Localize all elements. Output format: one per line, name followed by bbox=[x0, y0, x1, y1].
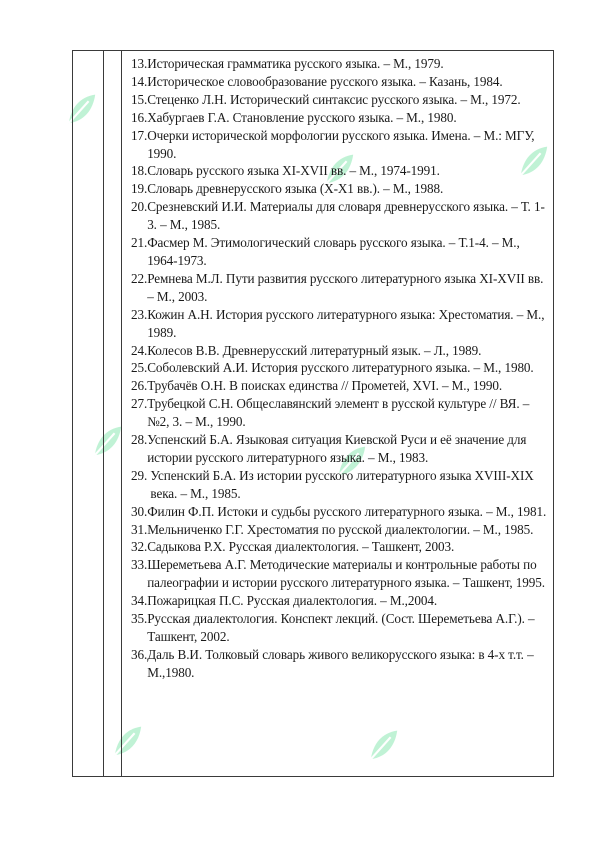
entry-text: Словарь древнерусского языка (X-X1 вв.). – М., 1988. bbox=[147, 181, 444, 197]
bibliography-entry bbox=[131, 538, 549, 556]
entry-text: Стеценко Л.Н. Исторический синтаксис русского языка. – М., 1972. bbox=[147, 91, 521, 107]
entry-number: 27. bbox=[131, 396, 148, 412]
entry-number: 32. bbox=[131, 539, 148, 555]
entry-text: Филин Ф.П. Истоки и судьбы русского литературного языка. – М., 1981. bbox=[147, 503, 547, 519]
column-divider bbox=[103, 51, 104, 776]
entry-text: Соболевский А.И. История русского литературного языка. – М., 1980. bbox=[147, 360, 534, 376]
entry-text: Успенский Б.А. Из истории русского литературного языка XVIII-XIX века. – М., 1985. bbox=[150, 467, 534, 501]
entry-number: 25. bbox=[131, 360, 148, 376]
entry-number: 34. bbox=[131, 593, 148, 609]
entry-text: Пожарицкая П.С. Русская диалектология. – М.,2004. bbox=[147, 593, 438, 609]
entry-text: Ремнева М.Л. Пути развития русского литературного языка XI-XVII вв. – М., 2003. bbox=[147, 270, 544, 304]
bibliography-entry bbox=[131, 162, 549, 180]
bibliography-entry bbox=[131, 270, 549, 306]
bibliography-entry bbox=[131, 592, 549, 610]
entry-text: Срезневский И.И. Материалы для словаря древнерусского языка. – Т. 1-3. – М., 1985. bbox=[147, 199, 545, 233]
bibliography-entry bbox=[131, 359, 549, 377]
entry-text: Успенский Б.А. Языковая ситуация Киевской Руси и её значение для истории русского литературного языка. – М., 1983. bbox=[147, 432, 527, 465]
entry-text: Историческая грамматика русского языка. – М., 1979. bbox=[147, 56, 444, 71]
entry-text: Мельниченко Г.Г. Хрестоматия по русской диалектологии. – М., 1985. bbox=[147, 521, 534, 537]
entry-number: 18. bbox=[131, 163, 148, 179]
bibliography-entry bbox=[131, 91, 549, 109]
entry-text: Трубачёв О.Н. В поисках единства // Прометей, XVI. – М., 1990. bbox=[147, 378, 503, 394]
bibliography-entry bbox=[131, 73, 549, 91]
bibliography-entry bbox=[131, 610, 549, 646]
entry-number: 36. bbox=[131, 646, 148, 662]
entry-text: Очерки исторической морфологии русского языка. Имена. – М.: МГУ, 1990. bbox=[147, 127, 535, 161]
bibliography-entry bbox=[131, 521, 549, 539]
bibliography-entry bbox=[131, 395, 549, 431]
bibliography-entry bbox=[131, 503, 549, 521]
entry-number: 28. bbox=[131, 432, 148, 448]
bibliography-entry bbox=[131, 377, 549, 395]
entry-number: 21. bbox=[131, 235, 148, 251]
column-divider bbox=[121, 51, 122, 776]
entry-number: 33. bbox=[131, 557, 148, 573]
entry-number: 35. bbox=[131, 611, 148, 627]
bibliography-entry bbox=[131, 198, 549, 234]
entry-text: Фасмер М. Этимологический словарь русского языка. – Т.1-4. – М., 1964-1973. bbox=[147, 235, 520, 268]
bibliography-entry bbox=[131, 431, 549, 467]
bibliography-entry bbox=[131, 646, 549, 682]
bibliography-entry bbox=[131, 467, 549, 503]
entry-text: Даль В.И. Толковый словарь живого великорусского языка: в 4-х т.т. – М.,1980. bbox=[147, 646, 534, 680]
entry-number: 20. bbox=[131, 199, 148, 215]
entry-number: 26. bbox=[131, 378, 148, 394]
bibliography-entry bbox=[131, 234, 549, 270]
entry-number: 15. bbox=[131, 91, 148, 107]
entry-number: 31. bbox=[131, 521, 148, 537]
entry-number: 13. bbox=[131, 56, 148, 71]
bibliography-list bbox=[131, 55, 549, 682]
bibliography-entry bbox=[131, 127, 549, 163]
entry-number: 17. bbox=[131, 127, 148, 143]
bibliography-entry bbox=[131, 55, 549, 73]
bibliography-table bbox=[72, 50, 554, 777]
entry-number: 22. bbox=[131, 270, 148, 286]
entry-number: 23. bbox=[131, 306, 148, 322]
bibliography-entry bbox=[131, 180, 549, 198]
bibliography-entry bbox=[131, 109, 549, 127]
entry-text: Шереметьева А.Г. Методические материалы и контрольные работы по палеографии и истории русского литературного языка. – Ташкент, 1995. bbox=[147, 557, 545, 591]
entry-text: Трубецкой С.Н. Общеславянский элемент в русской культуре // ВЯ. – №2, 3. – М., 1990. bbox=[147, 396, 530, 430]
entry-number: 24. bbox=[131, 342, 148, 358]
entry-text: Хабургаев Г.А. Становление русского языка. – М., 1980. bbox=[147, 109, 457, 125]
entry-text: Колесов В.В. Древнерусский литературный язык. – Л., 1989. bbox=[147, 342, 482, 358]
entry-number: 29. bbox=[131, 467, 151, 483]
bibliography-entry bbox=[131, 306, 549, 342]
entry-text: Русская диалектология. Конспект лекций. (Сост. Шереметьева А.Г.). – Ташкент, 2002. bbox=[147, 611, 535, 644]
entry-number: 19. bbox=[131, 181, 148, 197]
entry-text: Историческое словообразование русского языка. – Казань, 1984. bbox=[147, 73, 503, 89]
entry-number: 16. bbox=[131, 109, 148, 125]
entry-text: Словарь русского языка XI-XVII вв. – М., 1974-1991. bbox=[147, 163, 440, 179]
entry-text: Кожин А.Н. История русского литературного языка: Хрестоматия. – М., 1989. bbox=[147, 306, 545, 340]
entry-number: 14. bbox=[131, 73, 148, 89]
bibliography-entry bbox=[131, 342, 549, 360]
entry-number: 30. bbox=[131, 503, 148, 519]
bibliography-entry bbox=[131, 556, 549, 592]
entry-text: Садыкова Р.Х. Русская диалектология. – Ташкент, 2003. bbox=[147, 539, 455, 555]
